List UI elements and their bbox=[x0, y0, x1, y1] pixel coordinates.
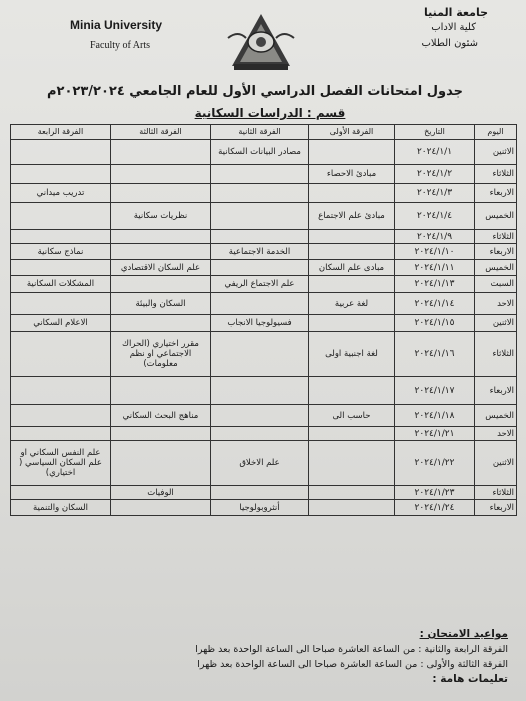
exam-cell: علم السكان الاقتصادي bbox=[111, 260, 211, 276]
student-affairs-ar: شئون الطلاب bbox=[421, 38, 478, 49]
table-row bbox=[11, 260, 517, 276]
exam-cell: مبادئ الاحصاء bbox=[309, 165, 395, 184]
day-cell: الخميس bbox=[475, 260, 517, 276]
date-cell: ٢٠٢٤/١/٤ bbox=[395, 203, 475, 230]
column-header: الفرقة الأولى bbox=[309, 125, 395, 140]
exam-cell bbox=[211, 427, 309, 441]
date-cell: ٢٠٢٤/١/١٦ bbox=[395, 332, 475, 377]
exam-cell: فسيولوجيا الانجاب bbox=[211, 315, 309, 332]
exam-cell bbox=[211, 332, 309, 377]
exam-cell bbox=[211, 230, 309, 244]
table-row bbox=[11, 293, 517, 315]
exam-cell: الاعلام السكاني bbox=[11, 315, 111, 332]
table-row bbox=[11, 276, 517, 293]
exam-cell bbox=[11, 427, 111, 441]
exam-cell bbox=[111, 315, 211, 332]
exam-cell: علم الاجتماع الريفي bbox=[211, 276, 309, 293]
exam-cell bbox=[211, 165, 309, 184]
exam-cell: تدريب ميداني bbox=[11, 184, 111, 203]
exam-cell bbox=[309, 500, 395, 516]
exam-cell: المشكلات السكانية bbox=[11, 276, 111, 293]
exam-cell bbox=[211, 293, 309, 315]
exam-cell bbox=[309, 486, 395, 500]
exam-cell: مصادر البيانات السكانية bbox=[211, 140, 309, 165]
exam-cell bbox=[309, 184, 395, 203]
exam-cell bbox=[309, 244, 395, 260]
table-row bbox=[11, 427, 517, 441]
exam-cell bbox=[11, 165, 111, 184]
date-cell: ٢٠٢٤/١/٣ bbox=[395, 184, 475, 203]
page-title: جدول امتحانات الفصل الدراسي الأول للعام الجامعي ٢٠٢٣/٢٠٢٤م bbox=[47, 84, 463, 99]
exam-cell: علم الاخلاق bbox=[211, 441, 309, 486]
exam-cell bbox=[111, 140, 211, 165]
university-logo-icon bbox=[224, 8, 298, 72]
day-cell: الاربعاء bbox=[475, 500, 517, 516]
exam-cell bbox=[11, 332, 111, 377]
day-cell: الثلاثاء bbox=[475, 332, 517, 377]
exam-notes bbox=[8, 628, 508, 685]
date-cell: ٢٠٢٤/١/١٠ bbox=[395, 244, 475, 260]
faculty-name-en: Faculty of Arts bbox=[90, 40, 150, 51]
exam-cell bbox=[309, 315, 395, 332]
exam-cell bbox=[111, 377, 211, 405]
exam-cell: لغة اجنبية اولى bbox=[309, 332, 395, 377]
exam-times-line-2: الفرقة الثالثة والأولى : من الساعة العاشرة صباحا الى الساعة الواحدة بعد ظهرا bbox=[197, 659, 508, 670]
exam-cell bbox=[11, 486, 111, 500]
day-cell: الاثنين bbox=[475, 140, 517, 165]
day-cell: الاثنين bbox=[475, 315, 517, 332]
exam-cell bbox=[111, 441, 211, 486]
table-row bbox=[11, 140, 517, 165]
day-cell: الاثنين bbox=[475, 441, 517, 486]
day-cell: الاربعاء bbox=[475, 244, 517, 260]
exam-cell: علم النفس السكاني او علم السكان السياسي ( اختياري) bbox=[11, 441, 111, 486]
exam-cell: الوفيات bbox=[111, 486, 211, 500]
exam-cell bbox=[11, 230, 111, 244]
date-cell: ٢٠٢٤/١/٩ bbox=[395, 230, 475, 244]
date-cell: ٢٠٢٤/١/٢٢ bbox=[395, 441, 475, 486]
university-name-en: Minia University bbox=[70, 18, 163, 32]
department-title: قسم : الدراسات السكانية bbox=[194, 106, 346, 120]
day-cell: الاحد bbox=[475, 293, 517, 315]
exam-cell: مناهج البحث السكاني bbox=[111, 405, 211, 427]
date-cell: ٢٠٢٤/١/٢ bbox=[395, 165, 475, 184]
exam-cell bbox=[111, 165, 211, 184]
exam-cell bbox=[211, 405, 309, 427]
instructions-heading: تعليمات هامة : bbox=[432, 673, 508, 685]
exam-cell: الخدمة الاجتماعية bbox=[211, 244, 309, 260]
exam-cell: أنثروبولوجيا bbox=[211, 500, 309, 516]
exam-cell: حاسب الى bbox=[309, 405, 395, 427]
table-row bbox=[11, 165, 517, 184]
table-row bbox=[11, 486, 517, 500]
exam-cell bbox=[11, 260, 111, 276]
exam-times-line-1: الفرقة الرابعة والثانية : من الساعة العاشرة صباحا الى الساعة الواحدة بعد ظهرا bbox=[195, 644, 508, 655]
exam-cell: مقرر اختياري (الحراك الاجتماعي او نظم معلومات) bbox=[111, 332, 211, 377]
exam-cell: نظريات سكانية bbox=[111, 203, 211, 230]
date-cell: ٢٠٢٤/١/١٧ bbox=[395, 377, 475, 405]
table-row bbox=[11, 332, 517, 377]
day-cell: الثلاثاء bbox=[475, 230, 517, 244]
exam-cell bbox=[111, 184, 211, 203]
table-row bbox=[11, 203, 517, 230]
table-row bbox=[11, 244, 517, 260]
table-row bbox=[11, 500, 517, 516]
table-row bbox=[11, 184, 517, 203]
day-cell: الخميس bbox=[475, 405, 517, 427]
exam-cell: مبادى علم السكان bbox=[309, 260, 395, 276]
exam-cell: السكان والبيئة bbox=[111, 293, 211, 315]
date-cell: ٢٠٢٤/١/١٨ bbox=[395, 405, 475, 427]
table-row bbox=[11, 405, 517, 427]
exam-cell bbox=[211, 486, 309, 500]
exam-schedule-table bbox=[10, 124, 517, 516]
date-cell: ٢٠٢٤/١/٢٣ bbox=[395, 486, 475, 500]
table-row bbox=[11, 230, 517, 244]
exam-cell bbox=[211, 203, 309, 230]
exam-cell bbox=[309, 441, 395, 486]
exam-cell bbox=[11, 377, 111, 405]
exam-cell: لغة عربية bbox=[309, 293, 395, 315]
column-header: الفرقة الثانية bbox=[211, 125, 309, 140]
date-cell: ٢٠٢٤/١/٢٤ bbox=[395, 500, 475, 516]
faculty-name-ar: كلية الاداب bbox=[431, 22, 476, 33]
column-header: التاريخ bbox=[395, 125, 475, 140]
exam-cell bbox=[11, 293, 111, 315]
day-cell: الخميس bbox=[475, 203, 517, 230]
table-row bbox=[11, 377, 517, 405]
exam-cell bbox=[211, 260, 309, 276]
exam-cell: السكان والتنمية bbox=[11, 500, 111, 516]
column-header: الفرقة الثالثة bbox=[111, 125, 211, 140]
day-cell: الاربعاء bbox=[475, 184, 517, 203]
exam-cell: مبادئ علم الاجتماع bbox=[309, 203, 395, 230]
day-cell: الثلاثاء bbox=[475, 165, 517, 184]
exam-cell bbox=[211, 377, 309, 405]
exam-cell: نماذج سكانية bbox=[11, 244, 111, 260]
exam-times-heading: مواعيد الامتحان : bbox=[419, 628, 508, 640]
exam-cell bbox=[309, 377, 395, 405]
exam-cell bbox=[11, 405, 111, 427]
exam-cell bbox=[111, 244, 211, 260]
exam-cell bbox=[309, 140, 395, 165]
date-cell: ٢٠٢٤/١/٢١ bbox=[395, 427, 475, 441]
column-header: اليوم bbox=[475, 125, 517, 140]
day-cell: الاربعاء bbox=[475, 377, 517, 405]
date-cell: ٢٠٢٤/١/١١ bbox=[395, 260, 475, 276]
exam-cell bbox=[111, 230, 211, 244]
exam-cell bbox=[309, 230, 395, 244]
exam-cell bbox=[309, 276, 395, 293]
exam-cell bbox=[11, 203, 111, 230]
exam-cell bbox=[11, 140, 111, 165]
exam-cell bbox=[111, 427, 211, 441]
exam-cell bbox=[111, 500, 211, 516]
table-row bbox=[11, 315, 517, 332]
date-cell: ٢٠٢٤/١/١٣ bbox=[395, 276, 475, 293]
university-name-ar: جامعة المنيا bbox=[424, 6, 488, 19]
date-cell: ٢٠٢٤/١/١٤ bbox=[395, 293, 475, 315]
date-cell: ٢٠٢٤/١/١٥ bbox=[395, 315, 475, 332]
exam-cell bbox=[211, 184, 309, 203]
exam-cell bbox=[111, 276, 211, 293]
table-row bbox=[11, 441, 517, 486]
column-header: الفرقة الرابعة bbox=[11, 125, 111, 140]
date-cell: ٢٠٢٤/١/١ bbox=[395, 140, 475, 165]
day-cell: الاحد bbox=[475, 427, 517, 441]
exam-cell bbox=[309, 427, 395, 441]
day-cell: الثلاثاء bbox=[475, 486, 517, 500]
day-cell: السبت bbox=[475, 276, 517, 293]
